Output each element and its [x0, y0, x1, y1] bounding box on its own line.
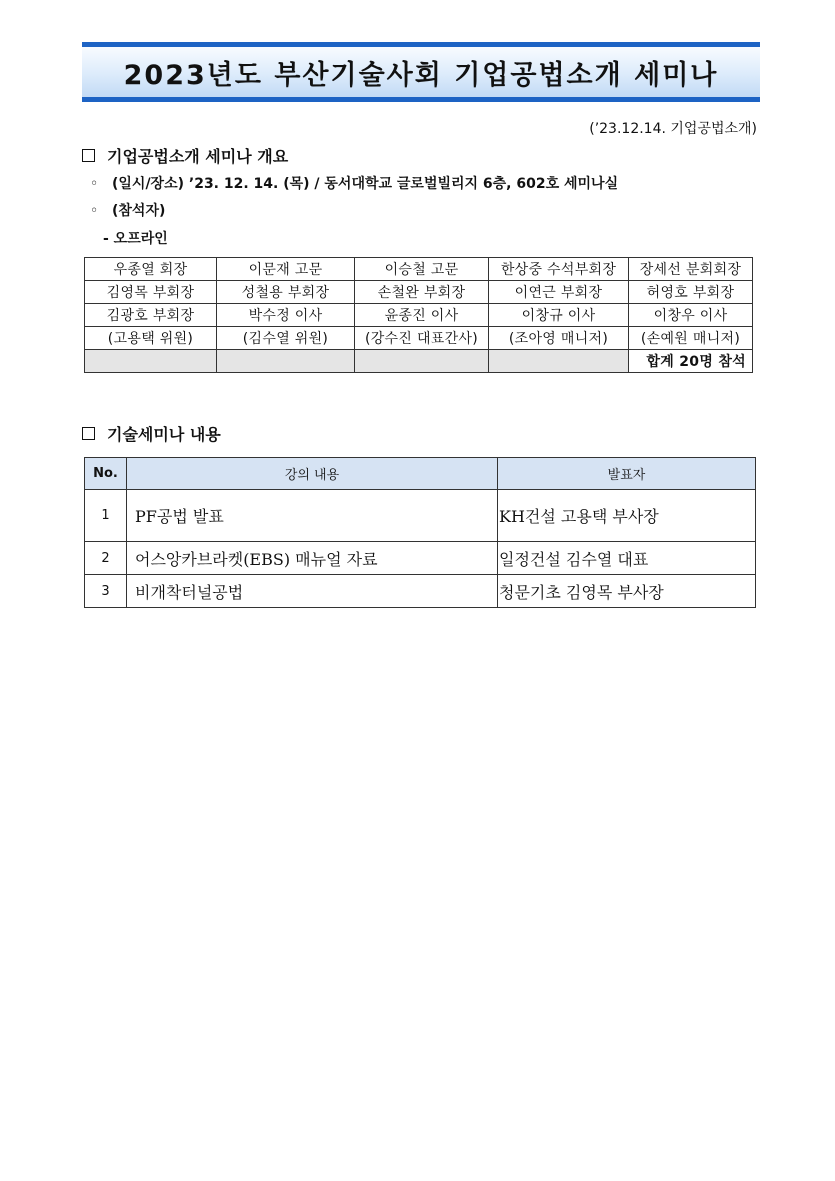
attendee-cell: 이창우 이사	[629, 304, 753, 327]
row-content: PF공법 발표	[127, 490, 498, 542]
dateline: (’23.12.14. 기업공법소개)	[589, 121, 757, 137]
attendee-cell: (김수열 위원)	[217, 327, 355, 350]
attendee-cell: 김영목 부회장	[85, 281, 217, 304]
seminar-header-row	[85, 458, 756, 490]
offline-label: - 오프라인	[103, 231, 168, 247]
attendees-table	[84, 257, 753, 373]
attendee-cell: 장세선 분회회장	[629, 258, 753, 281]
checkbox-square-icon	[82, 427, 95, 440]
row-presenter: KH건설 고용택 부사장	[498, 490, 756, 542]
attendee-row	[85, 327, 753, 350]
attendee-row	[85, 281, 753, 304]
attendee-cell: 김광호 부회장	[85, 304, 217, 327]
empty-cell	[355, 350, 489, 373]
empty-cell	[85, 350, 217, 373]
row-no: 3	[85, 575, 127, 608]
attendee-cell: (조아영 매니저)	[489, 327, 629, 350]
bullet-schedule	[90, 173, 618, 193]
attendee-cell: 우종열 회장	[85, 258, 217, 281]
empty-cell	[217, 350, 355, 373]
circle-bullet-icon: ◦	[90, 176, 99, 192]
document-title: 2023년도 부산기술사회 기업공법소개 세미나	[123, 59, 719, 91]
section-seminar-title: 기술세미나 내용	[107, 425, 221, 444]
attendee-cell: 한상중 수석부회장	[489, 258, 629, 281]
header-content: 강의 내용	[127, 458, 498, 490]
row-no: 1	[85, 490, 127, 542]
attendees-label: (참석자)	[112, 203, 166, 219]
attendee-cell: 성철용 부회장	[217, 281, 355, 304]
attendee-cell: (강수진 대표간사)	[355, 327, 489, 350]
schedule-text: (일시/장소) ’23. 12. 14. (목) / 동서대학교 글로벌빌리지 6층, 602호 세미나실	[112, 176, 619, 192]
attendee-cell: 허영호 부회장	[629, 281, 753, 304]
section-overview-heading	[82, 144, 288, 167]
total-row	[85, 350, 753, 373]
checkbox-square-icon	[82, 149, 95, 162]
attendee-cell: 이문재 고문	[217, 258, 355, 281]
attendee-cell: (고용택 위원)	[85, 327, 217, 350]
row-content: 어스앙카브라켓(EBS) 매뉴얼 자료	[127, 542, 498, 575]
section-seminar-heading	[82, 422, 221, 445]
total-cell: 합계 20명 참석	[629, 350, 753, 373]
table-row	[85, 490, 756, 542]
section-overview-title: 기업공법소개 세미나 개요	[107, 147, 289, 166]
row-presenter: 청문기초 김영목 부사장	[498, 575, 756, 608]
attendee-cell: 윤종진 이사	[355, 304, 489, 327]
row-content: 비개착터널공법	[127, 575, 498, 608]
attendee-cell: 이승철 고문	[355, 258, 489, 281]
header-presenter: 발표자	[498, 458, 756, 490]
bullet-attendees	[90, 200, 165, 220]
attendee-cell: 손철완 부회장	[355, 281, 489, 304]
table-row	[85, 542, 756, 575]
attendee-cell: 이연근 부회장	[489, 281, 629, 304]
empty-cell	[489, 350, 629, 373]
attendee-cell: 이창규 이사	[489, 304, 629, 327]
attendee-cell: (손예원 매니저)	[629, 327, 753, 350]
row-no: 2	[85, 542, 127, 575]
seminar-table	[84, 457, 756, 608]
attendee-row	[85, 258, 753, 281]
table-row	[85, 575, 756, 608]
attendee-cell: 박수정 이사	[217, 304, 355, 327]
attendee-row	[85, 304, 753, 327]
title-banner	[82, 42, 760, 102]
circle-bullet-icon: ◦	[90, 203, 99, 219]
row-presenter: 일정건설 김수열 대표	[498, 542, 756, 575]
header-no: No.	[85, 458, 127, 490]
